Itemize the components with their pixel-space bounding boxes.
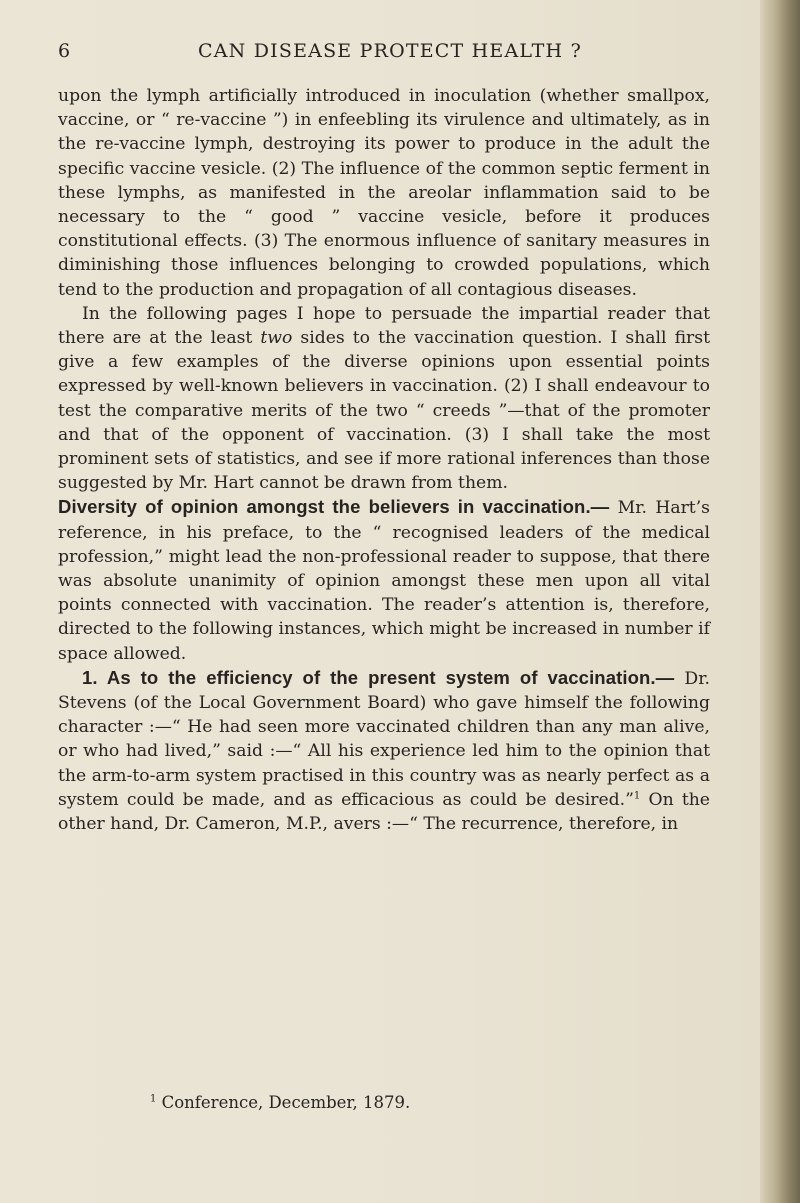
section-diversity [58,495,710,665]
section-heading-efficiency: 1. As to the efficiency of the present system of vaccination.— [82,666,675,688]
section-heading-diversity: Diversity of opinion amongst the believers in vaccination.— [58,496,610,518]
paragraph-2 [58,302,710,496]
footnote-marker: 1 [150,1093,157,1105]
running-head: CAN DISEASE PROTECT HEALTH ? [198,40,582,62]
footnote-text: Conference, December, 1879. [156,1093,411,1112]
section-efficiency-text-b: On the other hand, Dr. Cameron, M.P., avers :—“ The recurrence, therefore, in [58,789,710,835]
body-text [58,84,710,836]
footnote-reference: 1 [633,790,641,802]
footnote [150,1093,410,1112]
section-efficiency [58,666,710,836]
paragraph-2-text-a: In the following pages I hope to persuade the impartial reader that there are at the least [58,303,710,349]
paragraph-2-text-b: sides to the vaccination question. I shall first give a few examples of the diverse opinions upon essential points expressed by well-known believers in vaccination. (2) I shall endeavour to test the comparative merits of the two “ creeds ”—that of the promoter and that of the opponent of vaccination. (3) I shall take the most prominent sets of statistics, and see if more rational inferences than those suggested by Mr. Hart cannot be drawn from them. [58,328,710,494]
paragraph-2-italic: two [260,328,293,349]
section-diversity-text: Mr. Hart’s reference, in his preface, to the “ recognised leaders of the medical profession,” might lead the non-professional reader to suppose, that there was absolute unanimity of opinion amongst these men upon all vital points connected with vaccination. The reader’s attention is, therefore, directed to the following instances, which might be increased in number if space allowed. [58,498,710,664]
section-efficiency-text-a: Dr. Stevens (of the Local Government Board) who gave himself the following character :—“ He had seen more vaccinated children than any man alive, or who had lived,” said :—“ All his experience led him to the opinion that the arm-to-arm system practised in this country was as nearly perfect as a system could be made, and as efficacious as could be desired.” [58,668,710,810]
page-header [58,40,708,72]
page-number: 6 [58,40,71,62]
paragraph-1: upon the lymph artificially introduced in inoculation (whether smallpox, vaccine, or “ re-vaccine ”) in enfeebling its virulence and ultimately, as in the re-vaccine lymph, destroying its power to produce in the adult the specific vaccine vesicle. (2) The influence of the common septic ferment in these lymphs, as manifested in the areolar inflammation said to be necessary to the “ good ” vaccine vesicle, before it produces constitutional effects. (3) The enormous influence of sanitary measures in diminishing those influences belonging to crowded populations, which tend to the production and propagation of all contagious diseases. [58,86,710,300]
page-edge-shadow [760,0,800,1203]
